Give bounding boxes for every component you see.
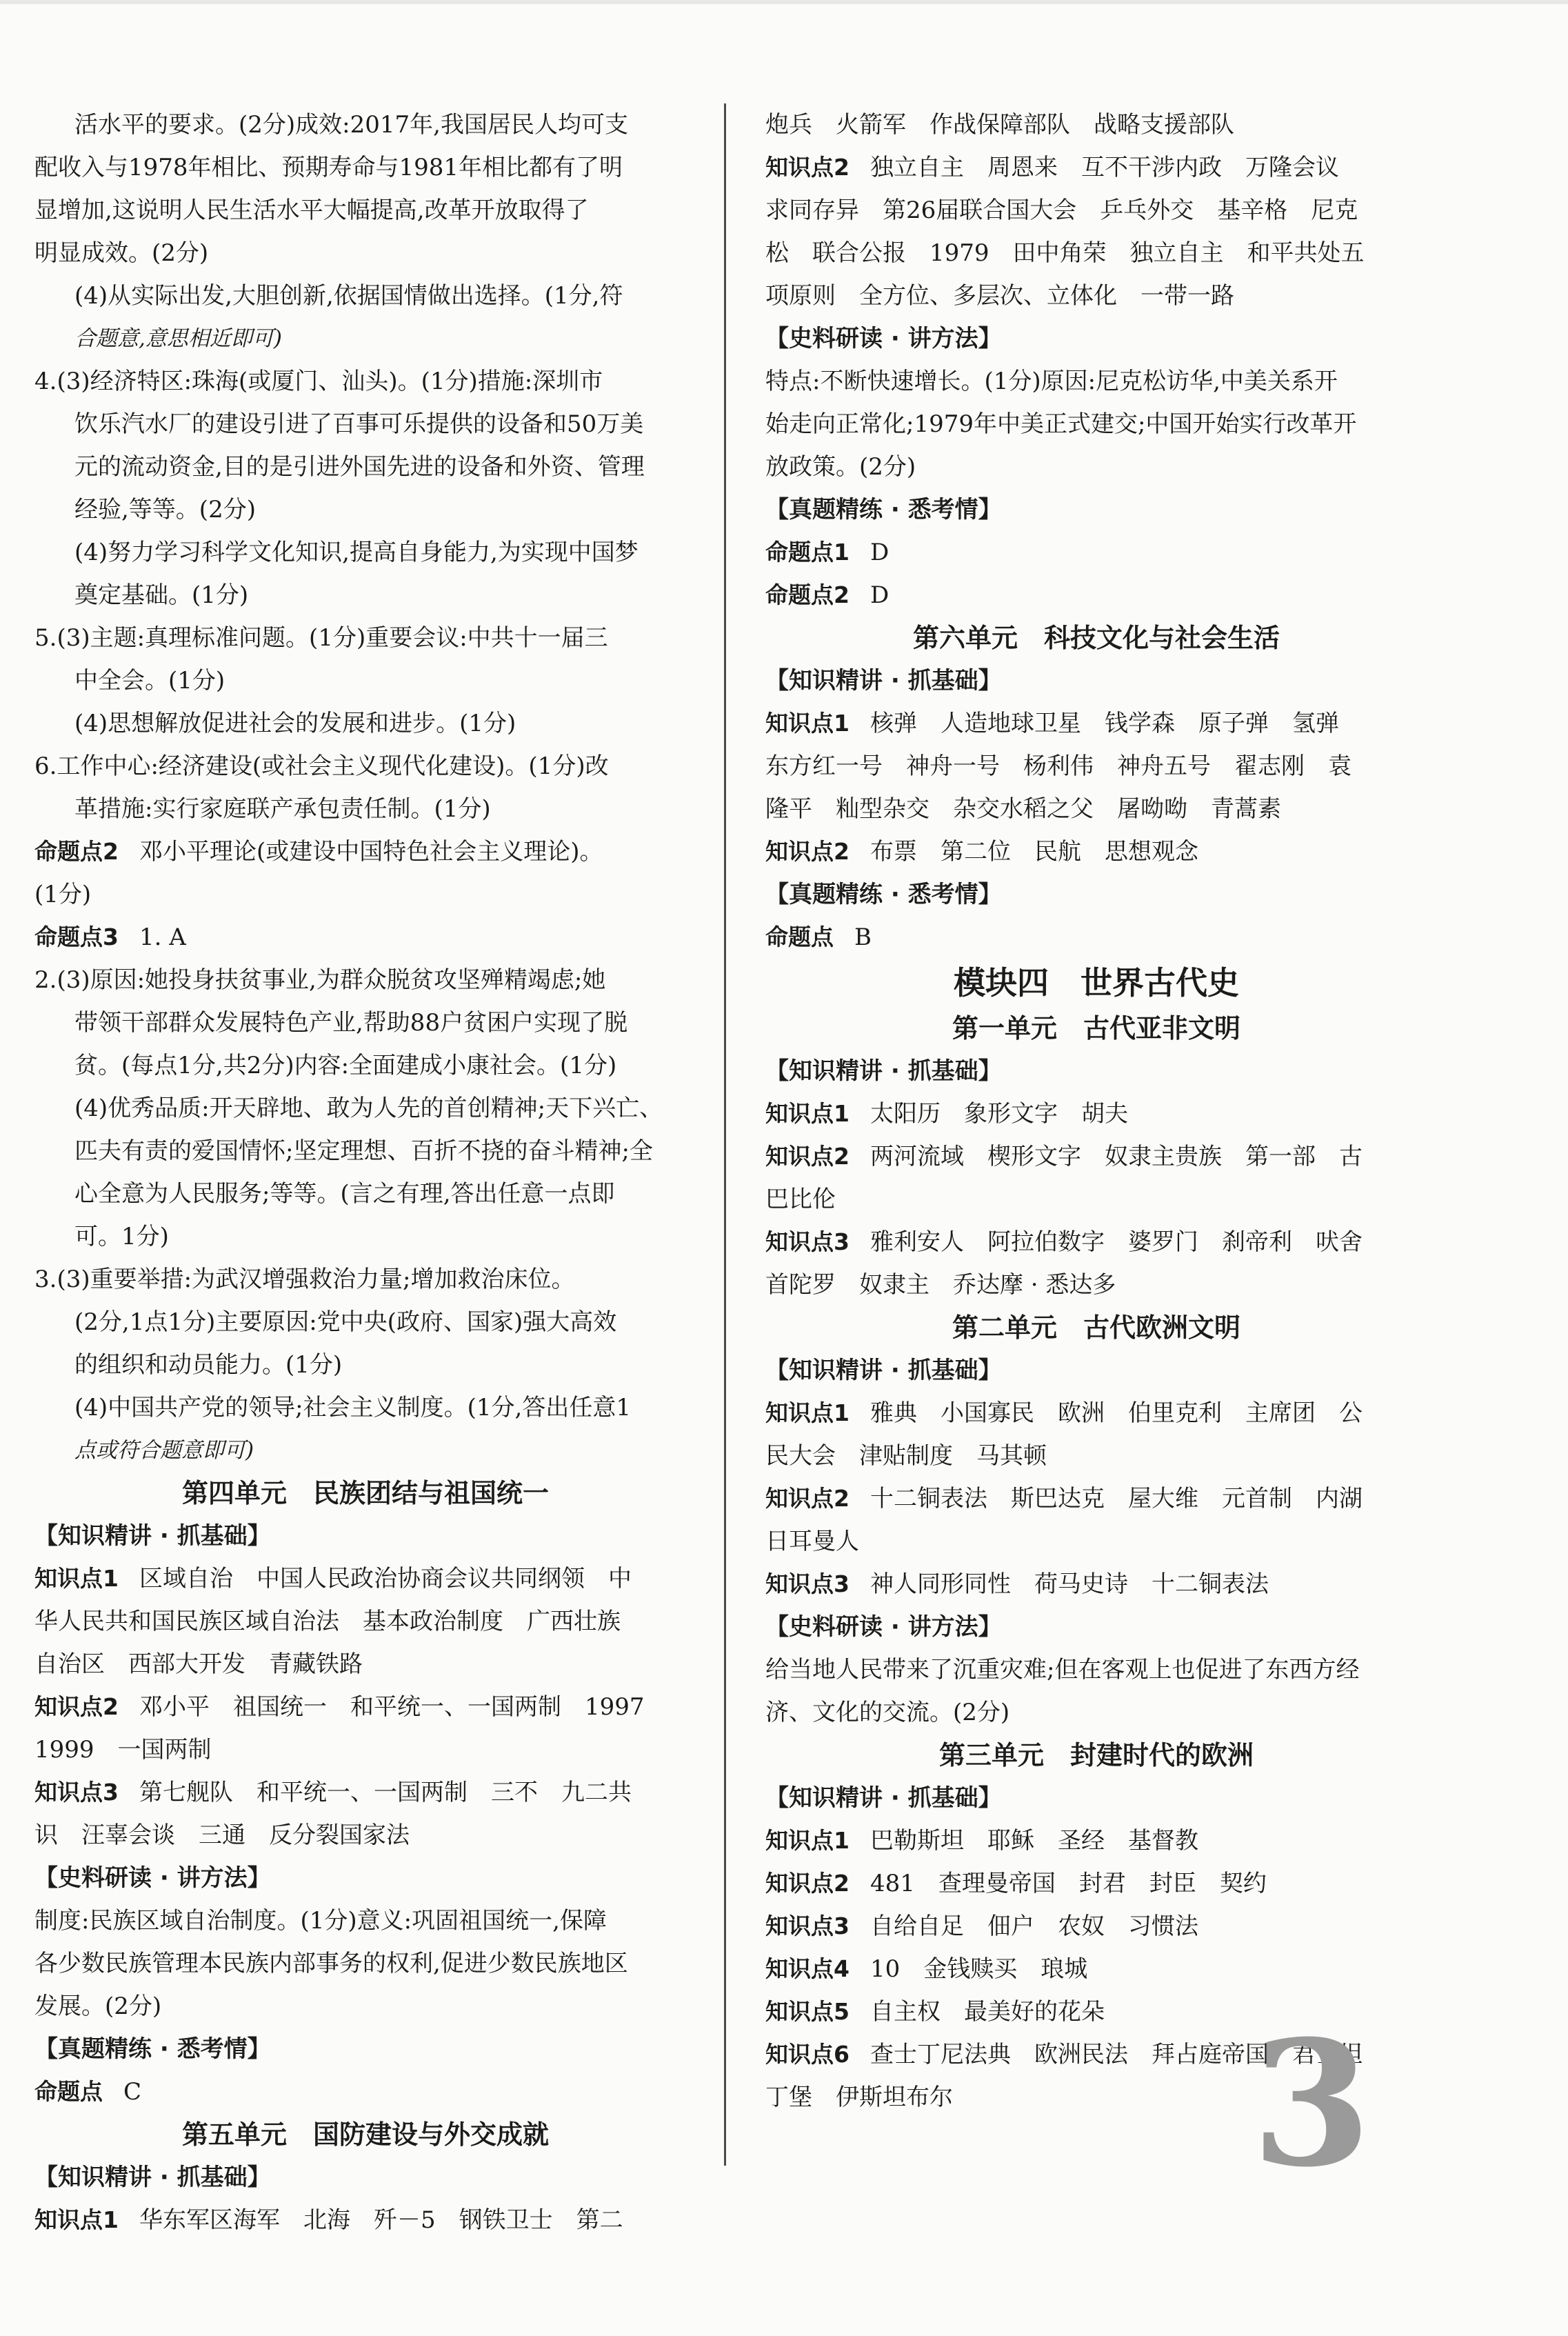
page-number: 3	[1252, 2002, 1371, 2205]
text-line: (4)优秀品质:开天辟地、敢为人先的首创精神;天下兴亡、	[74, 1095, 663, 1122]
top-edge	[0, 0, 1568, 4]
text-line: 1999 一国两制	[34, 1736, 212, 1764]
text-line: 特点:不断快速增长。(1分)原因:尼克松访华,中美关系开	[765, 368, 1338, 395]
section-heading: 【知识精讲 · 抓基础】	[765, 667, 1002, 695]
knowledge-text: 邓小平 祖国统一 和平统一、一国两制 1997	[139, 1693, 645, 1721]
text-line: 日耳曼人	[765, 1528, 859, 1555]
left-column	[34, 103, 696, 2242]
text-line: 制度:民族区域自治制度。(1分)意义:巩固祖国统一,保障	[34, 1907, 607, 1935]
text-line: 2.(3)原因:她投身扶贫事业,为群众脱贫攻坚殚精竭虑;她	[34, 966, 606, 994]
knowledge-line	[765, 1092, 1427, 1135]
knowledge-line	[765, 146, 1427, 189]
knowledge-text: 第七舰队 和平统一、一国两制 三不 九二共	[139, 1779, 632, 1806]
section-heading: 【史料研读 · 讲方法】	[765, 325, 1002, 352]
text-line: 活水平的要求。(2分)成效:2017年,我国居民人均可支	[74, 111, 628, 139]
knowledge-label: 知识点5	[765, 1998, 850, 2025]
knowledge-line	[765, 1948, 1427, 1990]
text-line: 华人民共和国民族区域自治法 基本政治制度 广西壮族	[34, 1608, 621, 1635]
text-line: 隆平 籼型杂交 杂交水稻之父 屠呦呦 青蒿素	[765, 795, 1281, 823]
text-line: 奠定基础。(1分)	[74, 581, 249, 609]
text-line: 识 汪辜会谈 三通 反分裂国家法	[34, 1821, 410, 1849]
text-line: 饮乐汽水厂的建设引进了百事可乐提供的设备和50万美	[74, 410, 644, 438]
text-line: 明显成效。(2分)	[34, 239, 209, 267]
knowledge-label: 知识点1	[34, 1565, 119, 1592]
proposition-label: 命题点2	[34, 838, 119, 865]
proposition-text: B	[854, 924, 872, 951]
section-heading: 【真题精练 · 悉考情】	[765, 496, 1002, 523]
knowledge-line	[765, 702, 1427, 745]
text-line: 5.(3)主题:真理标准问题。(1分)重要会议:中共十一届三	[34, 624, 608, 652]
section-heading: 【真题精练 · 悉考情】	[34, 2035, 271, 2063]
knowledge-text: 自主权 最美好的花朵	[870, 1998, 1105, 2026]
text-line: 带领干部群众发展特色产业,帮助88户贫困户实现了脱	[74, 1009, 628, 1037]
text-line: 可。1分)	[74, 1223, 169, 1250]
knowledge-label: 知识点1	[765, 710, 850, 737]
proposition-label: 命题点1	[765, 539, 850, 566]
knowledge-label: 知识点3	[34, 1779, 119, 1806]
text-line: 贫。(每点1分,共2分)内容:全面建成小康社会。(1分)	[74, 1052, 617, 1079]
text-line: 革措施:实行家庭联产承包责任制。(1分)	[74, 795, 491, 823]
proposition-text: 1. A	[139, 924, 186, 951]
text-line: 经验,等等。(2分)	[74, 496, 256, 523]
knowledge-line	[34, 1557, 696, 1600]
text-line: 自治区 西部大开发 青藏铁路	[34, 1650, 363, 1678]
knowledge-label: 知识点2	[765, 1143, 850, 1170]
section-heading: 【史料研读 · 讲方法】	[34, 1864, 271, 1892]
proposition-label: 命题点3	[34, 924, 119, 950]
proposition-line	[34, 2070, 696, 2113]
text-line: 心全意为人民服务;等等。(言之有理,答出任意一点即	[74, 1180, 615, 1208]
knowledge-text: 十二铜表法 斯巴达克 屋大维 元首制 内湖	[870, 1485, 1363, 1513]
knowledge-label: 知识点3	[765, 1228, 850, 1255]
text-line: (1分)	[34, 881, 92, 908]
knowledge-label: 知识点2	[765, 154, 850, 181]
proposition-line	[765, 574, 1427, 617]
section-heading: 【知识精讲 · 抓基础】	[34, 2164, 271, 2191]
text-line: (4)从实际出发,大胆创新,依据国情做出选择。(1分,符	[74, 282, 623, 310]
knowledge-text: 自给自足 佃户 农奴 习惯法	[870, 1913, 1198, 1940]
unit-title: 第三单元 封建时代的欧洲	[938, 1740, 1254, 1770]
unit-title: 第六单元 科技文化与社会生活	[912, 623, 1280, 653]
text-line: 炮兵 火箭军 作战保障部队 战略支援部队	[765, 111, 1234, 139]
knowledge-label: 知识点6	[765, 2041, 850, 2068]
text-line: 各少数民族管理本民族内部事务的权利,促进少数民族地区	[34, 1950, 628, 1977]
section-heading: 【真题精练 · 悉考情】	[765, 881, 1002, 908]
knowledge-label: 知识点2	[765, 838, 850, 865]
knowledge-text: 481 查理曼帝国 封君 封臣 契约	[870, 1870, 1267, 1897]
text-line: 4.(3)经济特区:珠海(或厦门、汕头)。(1分)措施:深圳市	[34, 368, 603, 395]
knowledge-line	[34, 2199, 696, 2242]
knowledge-text: 布票 第二位 民航 思想观念	[870, 838, 1198, 866]
module-title: 模块四 世界古代史	[954, 964, 1239, 1001]
unit-title: 第二单元 古代欧洲文明	[952, 1312, 1240, 1343]
proposition-label: 命题点2	[765, 581, 850, 608]
knowledge-label: 知识点1	[765, 1100, 850, 1127]
knowledge-line	[765, 1862, 1427, 1905]
text-line: 合题意,意思相近即可)	[74, 326, 282, 351]
text-line: (4)思想解放促进社会的发展和进步。(1分)	[74, 710, 516, 737]
proposition-text: D	[870, 539, 889, 566]
unit-title: 第五单元 国防建设与外交成就	[181, 2119, 549, 2150]
knowledge-text: 核弹 人造地球卫星 钱学森 原子弹 氢弹	[870, 710, 1339, 737]
knowledge-line	[765, 1819, 1427, 1862]
proposition-label: 命题点	[765, 924, 834, 950]
section-heading: 【知识精讲 · 抓基础】	[765, 1057, 1002, 1085]
knowledge-text: 独立自主 周恩来 互不干涉内政 万隆会议	[870, 154, 1339, 181]
unit-title: 第四单元 民族团结与祖国统一	[181, 1478, 549, 1508]
proposition-line	[765, 531, 1427, 574]
text-line: 松 联合公报 1979 田中角荣 独立自主 和平共处五	[765, 239, 1365, 267]
right-column	[765, 103, 1427, 2119]
column-divider	[724, 103, 726, 2166]
knowledge-label: 知识点1	[34, 2206, 119, 2233]
text-line: (4)努力学习科学文化知识,提高自身能力,为实现中国梦	[74, 539, 639, 566]
knowledge-line	[765, 1221, 1427, 1264]
proposition-line	[34, 916, 696, 959]
text-line: 的组织和动员能力。(1分)	[74, 1351, 343, 1379]
section-heading: 【知识精讲 · 抓基础】	[765, 1357, 1002, 1384]
knowledge-line	[765, 1905, 1427, 1948]
text-line: 配收入与1978年相比、预期寿命与1981年相比都有了明	[34, 154, 623, 181]
text-line: 民大会 津贴制度 马其顿	[765, 1442, 1047, 1470]
knowledge-line	[765, 1135, 1427, 1178]
text-line: 发展。(2分)	[34, 1993, 162, 2020]
text-line: 东方红一号 神舟一号 杨利伟 神舟五号 翟志刚 袁	[765, 752, 1351, 780]
proposition-label: 命题点	[34, 2078, 103, 2105]
knowledge-line	[34, 1686, 696, 1728]
text-line: 丁堡 伊斯坦布尔	[765, 2084, 953, 2111]
knowledge-text: 太阳历 象形文字 胡夫	[870, 1100, 1128, 1128]
knowledge-label: 知识点1	[765, 1827, 850, 1854]
knowledge-label: 知识点3	[765, 1570, 850, 1597]
section-heading: 【知识精讲 · 抓基础】	[34, 1522, 271, 1550]
knowledge-line	[765, 1563, 1427, 1606]
text-line: (2分,1点1分)主要原因:党中央(政府、国家)强大高效	[74, 1308, 617, 1336]
knowledge-label: 知识点1	[765, 1399, 850, 1426]
proposition-line	[34, 830, 696, 873]
section-heading: 【史料研读 · 讲方法】	[765, 1613, 1002, 1641]
text-line: 给当地人民带来了沉重灾难;但在客观上也促进了东西方经	[765, 1656, 1360, 1684]
knowledge-text: 雅典 小国寡民 欧洲 伯里克利 主席团 公	[870, 1399, 1363, 1427]
knowledge-line	[765, 830, 1427, 873]
knowledge-text: 10 金钱赎买 琅城	[870, 1955, 1088, 1983]
knowledge-line	[765, 1392, 1427, 1435]
text-line: (4)中国共产党的领导;社会主义制度。(1分,答出任意1	[74, 1394, 631, 1421]
text-line: 项原则 全方位、多层次、立体化 一带一路	[765, 282, 1234, 310]
knowledge-line	[34, 1771, 696, 1814]
knowledge-text: 巴勒斯坦 耶稣 圣经 基督教	[870, 1827, 1198, 1855]
knowledge-label: 知识点4	[765, 1955, 850, 1982]
knowledge-text: 两河流域 楔形文字 奴隶主贵族 第一部 古	[870, 1143, 1363, 1170]
text-line: 3.(3)重要举措:为武汉增强救治力量;增加救治床位。	[34, 1266, 575, 1293]
proposition-text: C	[123, 2078, 142, 2106]
text-line: 首陀罗 奴隶主 乔达摩 · 悉达多	[765, 1271, 1116, 1299]
knowledge-label: 知识点3	[765, 1913, 850, 1939]
knowledge-text: 雅利安人 阿拉伯数字 婆罗门 刹帝利 吠舍	[870, 1228, 1363, 1256]
section-heading: 【知识精讲 · 抓基础】	[765, 1784, 1002, 1812]
knowledge-label: 知识点2	[34, 1693, 119, 1720]
text-line: 显增加,这说明人民生活水平大幅提高,改革开放取得了	[34, 197, 589, 224]
text-line: 点或符合题意即可)	[74, 1438, 254, 1463]
text-line: 元的流动资金,目的是引进外国先进的设备和外资、管理	[74, 453, 645, 481]
knowledge-text: 神人同形同性 荷马史诗 十二铜表法	[870, 1570, 1269, 1598]
knowledge-text: 区域自治 中国人民政治协商会议共同纲领 中	[139, 1565, 632, 1593]
knowledge-label: 知识点2	[765, 1485, 850, 1512]
text-line: 匹夫有责的爱国情怀;坚定理想、百折不挠的奋斗精神;全	[74, 1137, 653, 1165]
knowledge-line	[765, 1477, 1427, 1520]
unit-title: 第一单元 古代亚非文明	[952, 1013, 1240, 1044]
proposition-text: D	[870, 581, 889, 609]
text-line: 巴比伦	[765, 1186, 836, 1213]
proposition-line	[765, 916, 1427, 959]
proposition-text: 邓小平理论(或建设中国特色社会主义理论)。	[139, 838, 603, 866]
knowledge-text: 华东军区海军 北海 歼－5 钢铁卫士 第二	[139, 2206, 623, 2234]
text-line: 6.工作中心:经济建设(或社会主义现代化建设)。(1分)改	[34, 752, 609, 780]
text-line: 放政策。(2分)	[765, 453, 916, 481]
text-line: 始走向正常化;1979年中美正式建交;中国开始实行改革开	[765, 410, 1357, 438]
text-line: 中全会。(1分)	[74, 667, 225, 695]
text-line: 求同存异 第26届联合国大会 乒乓外交 基辛格 尼克	[765, 197, 1358, 224]
knowledge-text: 查士丁尼法典 欧洲民法 拜占庭帝国 君士坦	[870, 2041, 1363, 2068]
text-line: 济、文化的交流。(2分)	[765, 1699, 1010, 1726]
knowledge-label: 知识点2	[765, 1870, 850, 1897]
